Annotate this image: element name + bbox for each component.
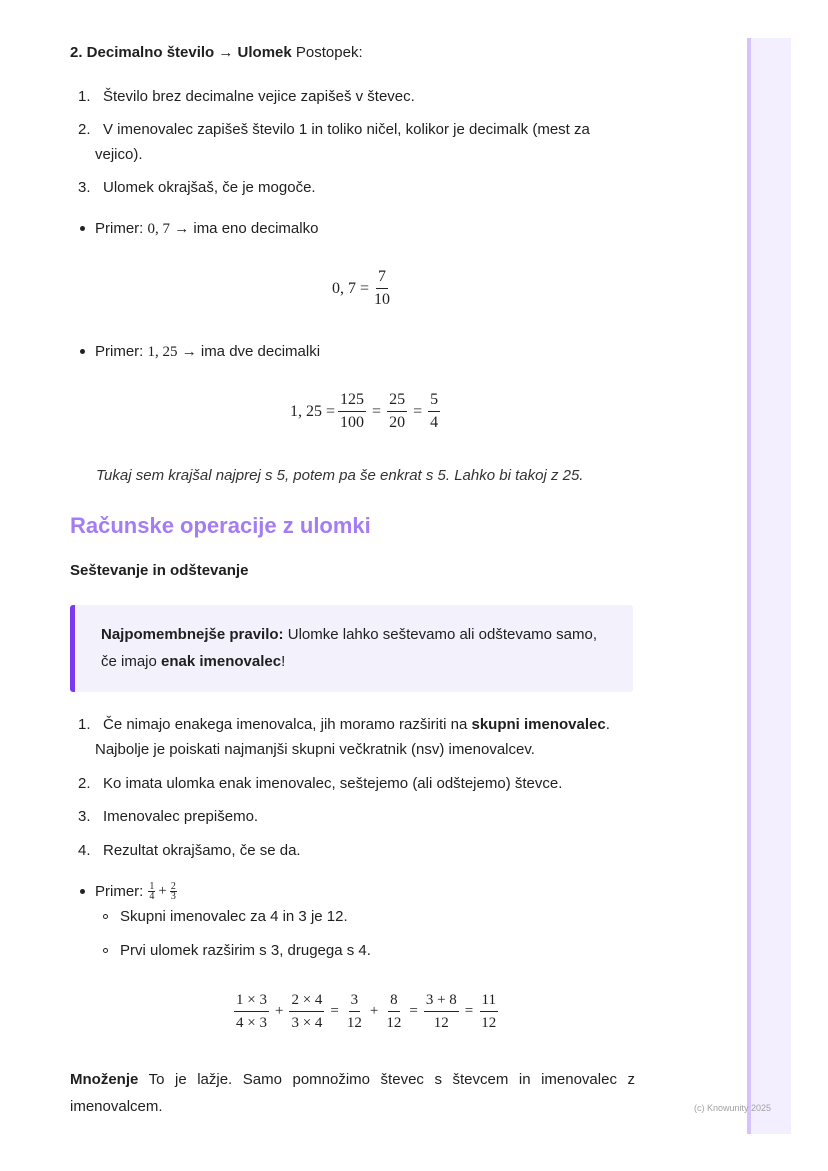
plus: + [158, 883, 167, 899]
numerator: 3 + 8 [424, 991, 459, 1012]
step-2 [78, 119, 590, 140]
fraction [387, 391, 407, 432]
watermark: (c) Knowunity 2025 [694, 1103, 772, 1113]
example-label: Primer: [95, 883, 144, 900]
step-text: Število brez decimalne vejice zapišeš v števec. [103, 88, 415, 105]
circle-bullet-icon [103, 948, 108, 953]
subheading: Seštevanje in odštevanje [70, 562, 249, 579]
section-title-rest: Postopek: [295, 44, 363, 61]
example-label: Primer: [95, 343, 144, 360]
fraction [345, 991, 364, 1032]
step-number: 1. [78, 88, 91, 105]
equals: = [330, 1003, 339, 1019]
equals: = [372, 402, 382, 420]
inline-fraction [170, 882, 177, 901]
callout-bold: enak imenovalec [161, 653, 282, 670]
callout-box [70, 605, 633, 692]
fraction [372, 268, 392, 309]
bullet-icon [80, 226, 85, 231]
numerator: 25 [387, 391, 407, 412]
op-step-4 [78, 840, 301, 861]
example-text: → ima eno decimalko [174, 220, 319, 237]
callout-line-2 [101, 651, 285, 672]
callout-line-1 [101, 624, 597, 645]
equation-3 [231, 991, 501, 1032]
denominator: 12 [481, 1015, 497, 1031]
step-1 [78, 86, 415, 107]
numerator: 3 [349, 991, 361, 1012]
callout-text: ! [281, 653, 286, 670]
equation-1 [332, 268, 395, 309]
example-label: Primer: [95, 220, 144, 237]
equals: = [464, 1003, 474, 1019]
denominator: 4 × 3 [236, 1015, 267, 1031]
equals: = [413, 402, 423, 420]
numerator: 7 [376, 268, 388, 289]
multiply-text: To je lažje. Samo pomnožimo števec s števcem in imenovalec z [138, 1071, 635, 1088]
numerator: 11 [480, 991, 498, 1012]
multiply-line-2: imenovalcem. [70, 1098, 163, 1115]
section-title-bold: 2. Decimalno število → Ulomek [70, 44, 292, 61]
step-text: V imenovalec zapišeš število 1 in toliko ničel, kolikor je decimalk (mest za [103, 121, 590, 138]
op-example [95, 881, 177, 902]
eq-lhs: 0, 7 = [332, 279, 370, 297]
step-number: 3. [78, 808, 91, 825]
bullet-icon [80, 349, 85, 354]
numerator: 8 [388, 991, 400, 1012]
denominator: 4 [149, 891, 155, 902]
step-text: Ulomek okrajšaš, če je mogoče. [103, 179, 316, 196]
denominator: 3 [170, 891, 176, 902]
op-step-3 [78, 806, 258, 827]
step-text: Rezultat okrajšamo, če se da. [103, 842, 301, 859]
callout-text: Ulomke lahko seštevamo ali odštevamo samo, [283, 626, 598, 643]
step-text: Imenovalec prepišemo. [103, 808, 259, 825]
denominator: 100 [340, 414, 365, 431]
example-text: → ima dve decimalki [181, 343, 321, 360]
step-text: Če nimajo enakega imenovalca, jih moramo razširiti na [103, 716, 472, 733]
step-number: 1. [78, 716, 91, 733]
eq-lhs: 1, 25 = [290, 402, 336, 420]
denominator: 12 [386, 1015, 402, 1031]
fraction [424, 991, 459, 1032]
step-text: . [605, 716, 610, 733]
fraction [479, 991, 498, 1032]
callout-bold: Najpomembnejše pravilo: [101, 626, 284, 643]
sidebar-accent-line [747, 38, 751, 1134]
step-number: 2. [78, 775, 91, 792]
numerator: 2 × 4 [289, 991, 324, 1012]
fraction [234, 991, 269, 1032]
denominator: 12 [346, 1015, 362, 1031]
sub-item-2: Prvi ulomek razširim s 3, drugega s 4. [120, 942, 371, 959]
sub-item-1: Skupni imenovalec za 4 in 3 je 12. [120, 908, 348, 925]
sidebar-decoration [747, 38, 791, 1134]
inline-fraction [148, 882, 155, 901]
example-1 [95, 218, 318, 240]
denominator: 3 × 4 [291, 1015, 323, 1031]
fraction [338, 391, 366, 432]
example-2 [95, 341, 320, 363]
denominator: 20 [389, 414, 406, 431]
note-text: Tukaj sem krajšal najprej s 5, potem pa še enkrat s 5. Lahko bi takoj z 25. [96, 467, 584, 484]
section-title [70, 42, 363, 63]
multiply-line-1 [70, 1069, 635, 1090]
op-step-1 [78, 714, 610, 735]
step-text: Ko imata ulomka enak imenovalec, seštejemo (ali odštejemo) števce. [103, 775, 563, 792]
denominator: 4 [430, 414, 439, 431]
step-number: 3. [78, 179, 91, 196]
circle-bullet-icon [103, 914, 108, 919]
multiply-bold: Množenje [70, 1071, 139, 1088]
bullet-icon [80, 889, 85, 894]
step-bold: skupni imenovalec [471, 716, 606, 733]
equation-2 [290, 391, 443, 432]
step-number: 4. [78, 842, 91, 859]
fraction [428, 391, 440, 432]
callout-text: če imajo [101, 653, 162, 670]
fraction [384, 991, 403, 1032]
plus: + [274, 1003, 284, 1019]
numerator: 125 [338, 391, 366, 412]
callout-accent-bar [70, 605, 75, 692]
numerator: 2 [170, 881, 176, 892]
numerator: 1 × 3 [234, 991, 269, 1012]
op-step-1-continued: Najbolje je poiskati najmanjši skupni večkratnik (nsv) imenovalcev. [95, 741, 535, 758]
example-value: 1, 25 [147, 344, 178, 360]
numerator: 5 [428, 391, 440, 412]
example-value: 0, 7 [147, 221, 171, 237]
step-number: 2. [78, 121, 91, 138]
fraction [289, 991, 324, 1032]
plus: + [369, 1003, 379, 1019]
section-heading: Računske operacije z ulomki [70, 513, 371, 538]
denominator: 10 [374, 291, 391, 308]
denominator: 12 [433, 1015, 449, 1031]
step-3 [78, 177, 316, 198]
step-2-continued: vejico). [95, 146, 143, 163]
equals: = [409, 1003, 418, 1019]
numerator: 1 [149, 881, 155, 892]
op-step-2 [78, 773, 562, 794]
